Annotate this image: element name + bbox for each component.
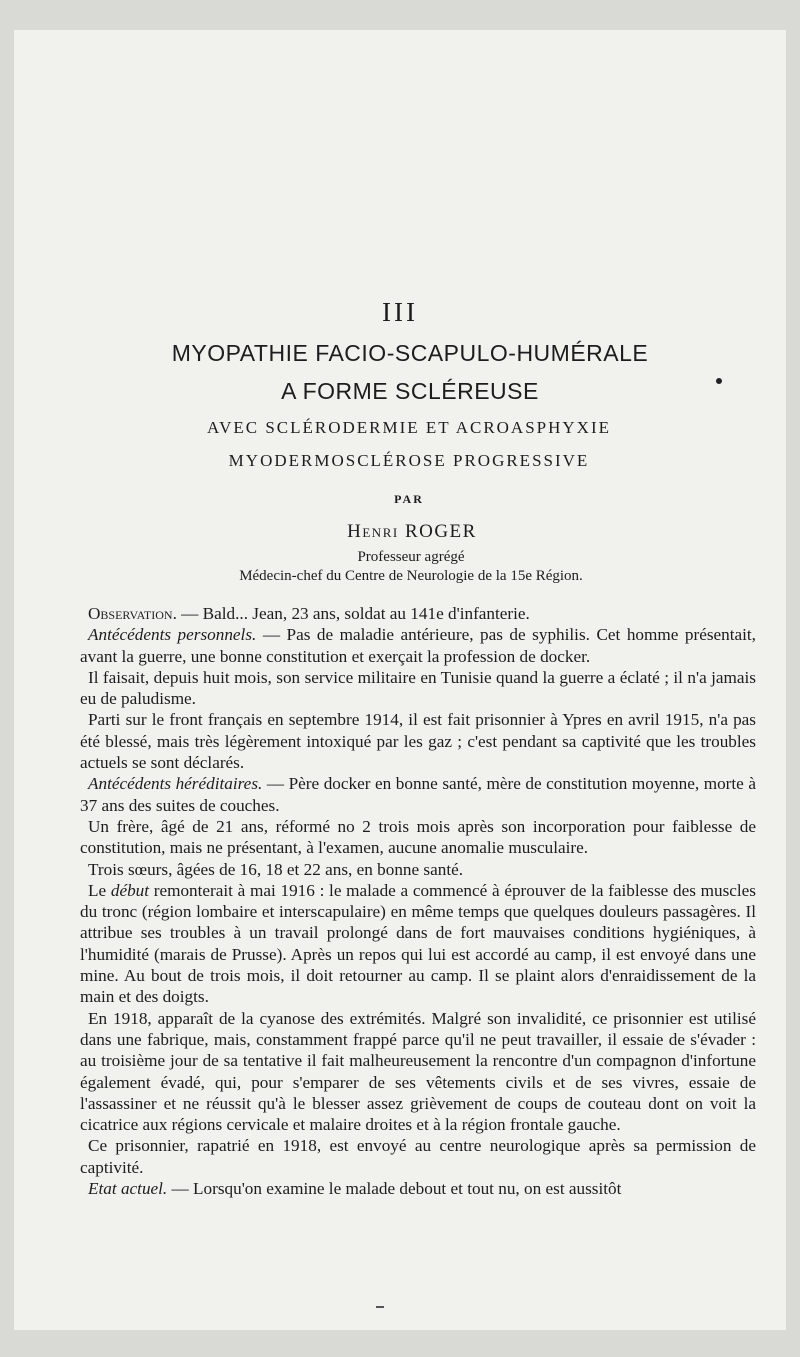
chapter-numeral: III xyxy=(382,297,418,327)
hereditaires-label: Antécédents héréditaires. xyxy=(88,774,263,794)
author-title-2: Médecin-chef du Centre de Neurologie de la 15e Région. xyxy=(239,568,583,584)
author-name: Henri ROGER xyxy=(347,521,477,542)
paragraph-1918: En 1918, apparaît de la cyanose des extrémités. Malgré son invalidité, ce prisonnier est utilisé dans une fabrique, mais, constamment frappé parce qu'il ne peut travailler, il essaie de s'évader : au troisième jour de sa tentative il fait malheureusement la rencontre d'un compagnon d'infortune également évadé, qui, pour s'emparer de ses vêtements civils et de ses vivres, essaie de l'assassiner et ne réussit qu'à le blesser assez grièvement de coups de couteau dont on voit la cicatrice aux régions cervicale et malaire droites et à la région frontale gauche. xyxy=(80,1008,756,1135)
author-title-1: Professeur agrégé xyxy=(357,549,465,565)
observation-label: Observation. xyxy=(88,604,177,623)
paragraph-tunisie: Il faisait, depuis huit mois, son service militaire en Tunisie quand la guerre a éclaté ; il n'a jamais eu de paludisme. xyxy=(80,667,756,709)
debut-prefix: Le xyxy=(88,880,111,900)
paragraph-rapatrie: Ce prisonnier, rapatrié en 1918, est envoyé au centre neurologique après sa permission de captivité. xyxy=(80,1136,756,1177)
paragraph-observation xyxy=(80,603,756,624)
title-line-1: MYOPATHIE FACIO-SCAPULO-HUMÉRALE xyxy=(171,340,649,366)
paragraph-debut xyxy=(80,880,756,1008)
debut-label: début xyxy=(110,880,150,900)
observation-text: — Bald... Jean, 23 ans, soldat au 141e d'infanterie. xyxy=(176,604,530,623)
article-body xyxy=(80,603,756,1199)
hereditaires-text: — Père docker en bonne santé, mère de constitution moyenne, morte à 37 ans des suites de couches. xyxy=(80,774,756,815)
paragraph-frere: Un frère, âgé de 21 ans, réformé no 2 trois mois après son incorporation pour faiblesse de constitution, mais ne présentant, à l'examen, aucune anomalie musculaire. xyxy=(80,816,756,858)
paragraph-antecedents xyxy=(80,624,756,667)
debut-text: remonterait à mai 1916 : le malade a commencé à éprouver de la faiblesse des muscles du tronc (région lombaire et interscapulaire) en même temps que quelques douleurs passagères. Il attribue ses troubles à un travail prolongé dans de fort mauvaises conditions hygiéniques, à l'humidité (marais de Prusse). Après un repos qui lui est accordé au camp, il est envoyé dans une mine. Au bout de trois mois, il doit retourner au camp. Il se plaint alors d'enraidissement de la main et des doigts. xyxy=(80,880,756,1007)
by-label: PAR xyxy=(394,492,424,506)
paragraph-soeurs: Trois sœurs, âgées de 16, 18 et 22 ans, en bonne santé. xyxy=(88,859,464,879)
antecedents-text: — Pas de maladie antérieure, pas de syphilis. Cet homme présentait, avant la guerre, une bonne constitution et exerçait la profession de docker. xyxy=(80,625,756,666)
etat-label: Etat actuel. xyxy=(88,1179,168,1199)
footer-mark xyxy=(376,1306,384,1308)
paragraph-front: Parti sur le front français en septembre 1914, il est fait prisonnier à Ypres en avril 1915, n'a pas été blessé, mais très légèrement intoxiqué par les gaz ; c'est pendant sa captivité que les troubles actuels se sont déclarés. xyxy=(80,710,756,773)
paragraph-etat-actuel xyxy=(80,1178,756,1199)
subtitle-line-1: AVEC SCLÉRODERMIE ET ACROASPHYXIE xyxy=(207,418,611,437)
subtitle-line-2: MYODERMOSCLÉROSE PROGRESSIVE xyxy=(228,451,590,470)
paragraph-hereditaires xyxy=(80,773,756,816)
antecedents-label: Antécédents personnels. xyxy=(88,625,257,645)
etat-text: — Lorsqu'on examine le malade debout et tout nu, on est aussitôt xyxy=(167,1179,622,1199)
title-line-2: A FORME SCLÉREUSE xyxy=(281,378,539,404)
